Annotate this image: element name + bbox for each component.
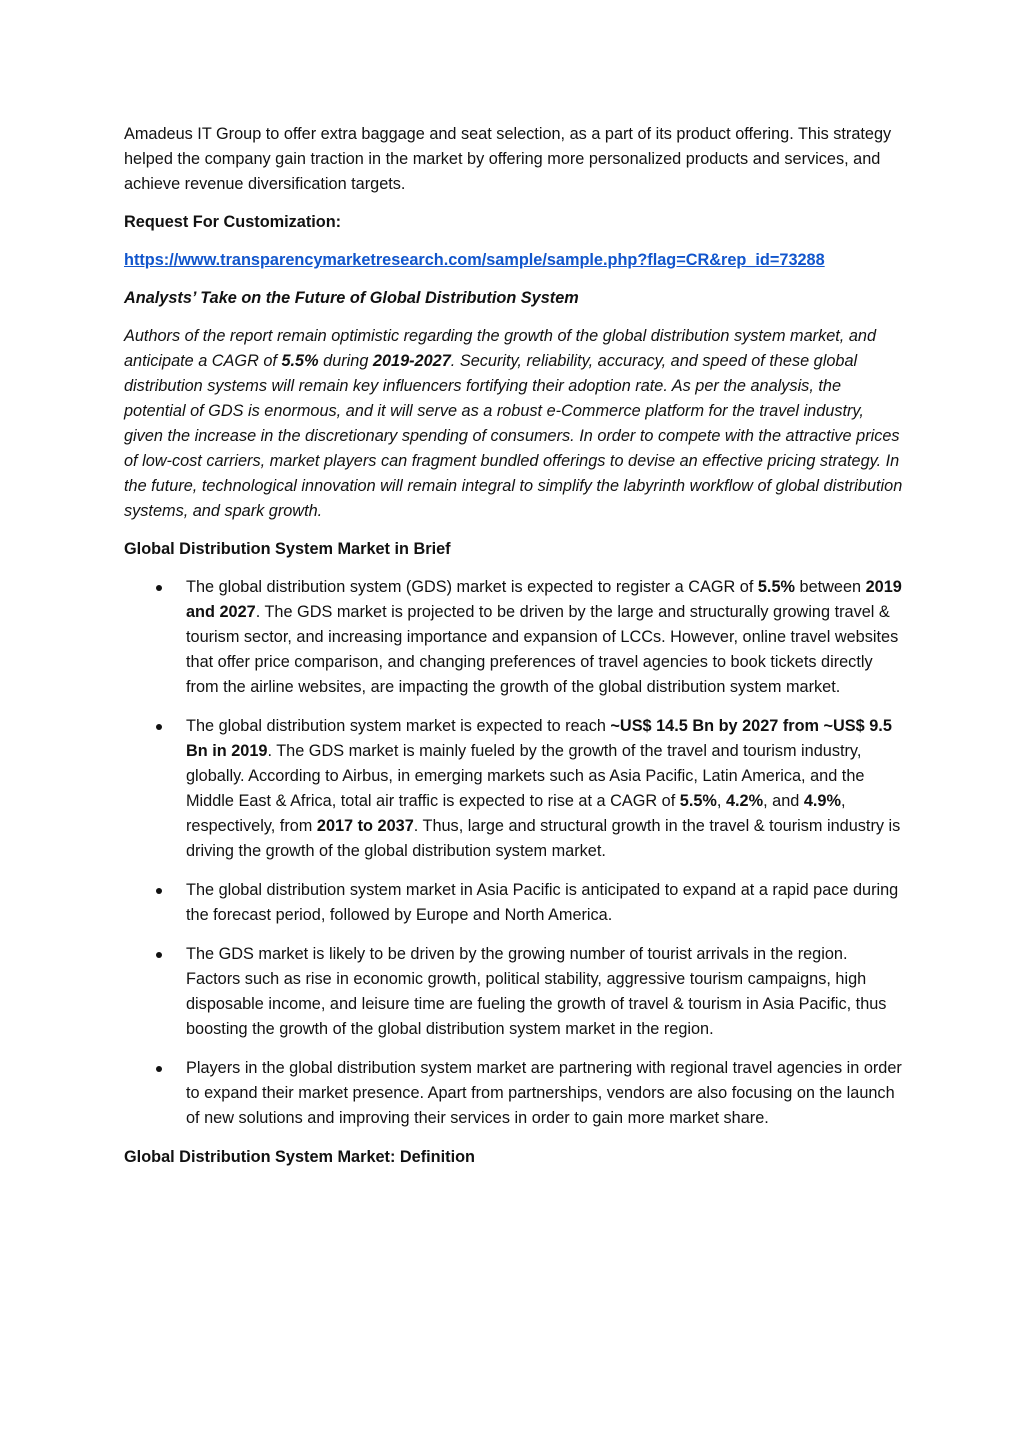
bullet-icon <box>156 1066 162 1072</box>
bullet-icon <box>156 952 162 958</box>
bullet-3-text: The global distribution system market in Asia Pacific is anticipated to expand at a rapid pace during the forecast period, followed by Europe and North America. <box>186 881 899 924</box>
analysts-paragraph <box>124 324 904 524</box>
bullet-1-key-1: 5.5% <box>757 578 795 596</box>
bullet-2-key-2: 5.5% <box>679 792 717 810</box>
analysts-cagr: 5.5% <box>281 352 319 370</box>
bullet-2-key-1: ~US$ 14.5 Bn by 2027 from ~US$ 9.5 Bn in 2019 <box>186 717 892 760</box>
bullet-1-text-2: between <box>795 578 866 596</box>
bullet-4-text: The GDS market is likely to be driven by the growing number of tourist arrivals in the region. Factors such as rise in economic growth, political stability, aggressive tourism campaigns, high disposable income, and leisure time are fueling the growth of travel & tourism in Asia Pacific, thus boosting the growth of the global distribution system market in the region. <box>186 945 887 1038</box>
bullet-1-key-2: 2019 and 2027 <box>186 578 902 621</box>
bullet-2-key-3: 4.2% <box>725 792 764 810</box>
bullet-5-text: Players in the global distribution system market are partnering with regional travel agencies in order to expand their market presence. Apart from partnerships, vendors are also focusing on the launch of new solutions and improving their services in order to gain more market share. <box>186 1059 902 1127</box>
brief-bullet-list <box>124 575 904 1131</box>
bullet-icon <box>156 724 162 730</box>
bullet-2-text-5: , respectively, from <box>186 792 846 835</box>
brief-bullet-1 <box>124 575 904 700</box>
brief-bullet-4 <box>124 942 904 1042</box>
customization-heading: Request For Customization: <box>124 213 342 231</box>
document-page <box>124 122 904 1183</box>
analysts-text-3: . Security, reliability, accuracy, and speed of these global distribution systems will remain key influencers fortifying their adoption rate. As per the analysis, the potential of GDS is enormous, and it will serve as a robust e-Commerce platform for the travel industry, given the increase in the discretionary spending of consumers. In order to compete with the attractive prices of low-cost carriers, market players can fragment bundled offerings to devise an effective pricing strategy. In the future, technological innovation will remain integral to simplify the labyrinth workflow of global distribution systems, and spark growth. <box>124 352 903 520</box>
bullet-2-key-4: 4.9% <box>803 792 841 810</box>
bullet-2-key-5: 2017 to 2037 <box>316 817 414 835</box>
brief-heading: Global Distribution System Market in Brief <box>124 540 451 558</box>
bullet-2-text-4: , and <box>763 792 804 810</box>
customization-link[interactable]: https://www.transparencymarketresearch.com/sample/sample.php?flag=CR&rep_id=73288 <box>124 251 825 269</box>
bullet-1-text-3: . The GDS market is projected to be driven by the large and structurally growing travel & tourism sector, and increasing importance and expansion of LCCs. However, online travel websites that offer price comparison, and changing preferences of travel agencies to book tickets directly from the airline websites, are impacting the growth of the global distribution system market. <box>186 603 899 696</box>
brief-bullet-3 <box>124 878 904 928</box>
bullet-2-text-6: . Thus, large and structural growth in the travel & tourism industry is driving the growth of the global distribution system market. <box>186 817 901 860</box>
definition-heading: Global Distribution System Market: Definition <box>124 1148 475 1166</box>
bullet-2-text-2: . The GDS market is mainly fueled by the growth of the travel and tourism industry, globally. According to Airbus, in emerging markets such as Asia Pacific, Latin America, and the Middle East & Africa, total air traffic is expected to rise at a CAGR of <box>186 742 865 810</box>
bullet-icon <box>156 585 162 591</box>
analysts-period: 2019-2027 <box>372 352 451 370</box>
bullet-2-text-3: , <box>716 792 726 810</box>
customization-link-paragraph <box>124 248 904 273</box>
brief-bullet-5 <box>124 1056 904 1131</box>
bullet-1-text-1: The global distribution system (GDS) market is expected to register a CAGR of <box>186 578 758 596</box>
analysts-text-1: Authors of the report remain optimistic regarding the growth of the global distribution system market, and anticipate a CAGR of <box>124 327 877 370</box>
brief-bullet-2 <box>124 714 904 864</box>
bullet-2-text-1: The global distribution system market is expected to reach <box>186 717 611 735</box>
intro-paragraph: Amadeus IT Group to offer extra baggage and seat selection, as a part of its product offering. This strategy helped the company gain traction in the market by offering more personalized products and services, and achieve revenue diversification targets. <box>124 125 892 193</box>
analysts-text-2: during <box>318 352 373 370</box>
bullet-icon <box>156 888 162 894</box>
analysts-heading: Analysts’ Take on the Future of Global Distribution System <box>124 289 579 307</box>
